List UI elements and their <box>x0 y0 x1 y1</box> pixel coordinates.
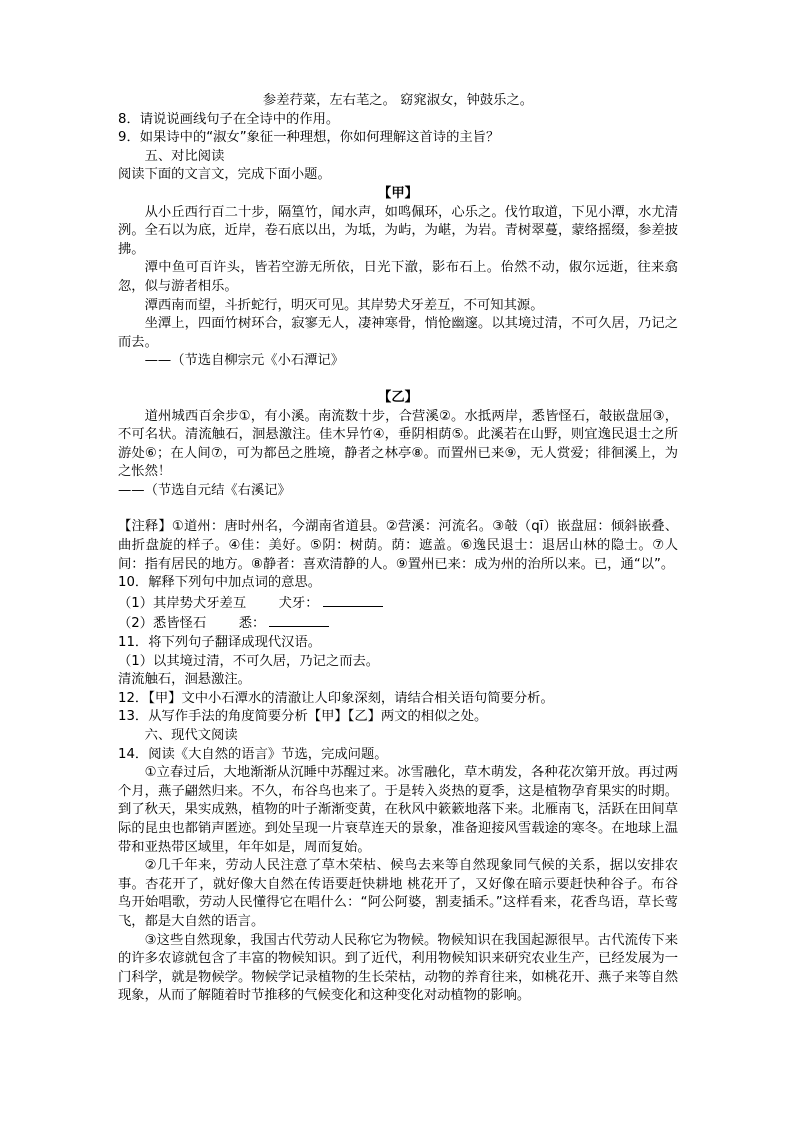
question-10-item-2 <box>118 613 678 634</box>
passage-jia-paragraph-1: 从小丘西行百二十步，隔篁竹，闻水声，如鸣佩环，心乐之。伐竹取道，下见小潭，水尤清洌。全石以为底，近岸，卷石底以出，为坻，为屿，为嵁，为岩。青树翠蔓，蒙络摇缀，参差披拂。 <box>118 204 678 257</box>
passage-yi-source: ——（节选自元结《右溪记》 <box>118 482 291 498</box>
passage-yi-paragraph: 道州城西百余步①，有小溪。南流数十步，合营溪②。水抵两岸，悉皆怪石，攲嵌盘屈③，不可名状。清流触石，洄悬激注。佳木异竹④，垂阴相荫⑤。此溪若在山野，则宜逸民退士之所游处⑥；在人间⑦，可为都邑之胜境，静者之林亭⑧。而置州已来⑨，无人赏爱；徘徊溪上，为之怅然！ <box>118 408 678 480</box>
passage-jia-paragraph-3: 潭西南而望，斗折蛇行，明灭可见。其岸势犬牙差互，不可知其源。 <box>144 297 544 313</box>
section-heading-5: 五、对比阅读 <box>144 148 225 164</box>
question-11-item-2: 清流触石，洄悬激注。 <box>118 672 251 688</box>
question-12: 12．【甲】文中小石潭水的清澈让人印象深刻，请结合相关语句简要分析。 <box>118 690 554 706</box>
question-8: 8．请说说画线句子在全诗中的作用。 <box>118 111 340 127</box>
question-9: 9．如果诗中的“淑女”象征一种理想，你如何理解这首诗的主旨？ <box>118 130 500 146</box>
answer-blank[interactable] <box>323 593 383 607</box>
modern-paragraph-2: ②几千年来，劳动人民注意了草木荣枯、候鸟去来等自然现象同气候的关系，据以安排农事。杏花开了，就好像大自然在传语要赶快耕地 桃花开了，又好像在暗示要赶快种谷子。布谷鸟开始唱歌，劳动人民懂得它在唱什么：“阿公阿婆，割麦插禾。”这样看来，花香鸟语，草长莺飞，都是大自然的语言。 <box>118 858 678 929</box>
question-13: 13．从写作手法的角度简要分析【甲】【乙】两文的相似之处。 <box>118 709 488 725</box>
question-10-item-1-text: （1）其岸势犬牙差互 <box>118 595 247 611</box>
passage-jia-paragraph-2: 潭中鱼可百许头，皆若空游无所依，日光下澈，影布石上。佁然不动，俶尔远逝，往来翕忽，似与游者相乐。 <box>118 260 678 294</box>
passage-jia-paragraph-4: 坐潭上，四面竹树环合，寂寥无人，凄神寒骨，悄怆幽邃。以其境过清，不可久居，乃记之而去。 <box>118 316 678 350</box>
question-10-item-2-text: （2）悉皆怪石 <box>118 616 207 632</box>
document-page <box>118 92 678 1006</box>
modern-paragraph-1: ①立春过后，大地渐渐从沉睡中苏醒过来。冰雪融化，草木萌发，各种花次第开放。再过两个月，燕子翩然归来。不久，布谷鸟也来了。于是转入炎热的夏季，这是植物孕育果实的时期。到了秋天，果实成熟，植物的叶子渐渐变黄，在秋风中簌簌地落下来。北雁南飞，活跃在田间草际的昆虫也都销声匿迹。到处呈现一片衰草连天的景象，准备迎接风雪载途的寒冬。在地球上温带和亚热带区域里，年年如是，周而复始。 <box>118 765 678 855</box>
question-10-item-2-label: 悉： <box>238 616 266 632</box>
passage-jia-source: ——（节选自柳宗元《小石潭记》 <box>144 353 345 369</box>
question-11: 11．将下列句子翻译成现代汉语。 <box>118 635 322 651</box>
question-10: 10．解释下列句中加点词的意思。 <box>118 575 322 591</box>
modern-paragraph-3: ③这些自然现象，我国古代劳动人民称它为物候。物候知识在我国起源很早。古代流传下来的许多农谚就包含了丰富的物候知识。到了近代，利用物候知识来研究农业生产，已经发展为一门科学，就是物候学。物候学记录植物的生长荣枯，动物的养育往来，如桃花开、燕子来等自然现象，从而了解随着时节推移的气候变化和这种变化对动植物的影响。 <box>118 932 678 1004</box>
annotation-notes: 【注释】①道州：唐时州名，今湖南省道县。②营溪：河流名。③攲（qī）嵌盘屈：倾斜嵌叠、曲折盘旋的样子。④佳：美好。⑤阴：树荫。荫：遮盖。⑥逸民退士：退居山林的隐士。⑦人间：指有居民的地方。⑧静者：喜欢清静的人。⑨置州已来：成为州的治所以来。已，通“以”。 <box>118 519 678 572</box>
answer-blank[interactable] <box>269 613 329 627</box>
question-10-item-1 <box>118 593 678 614</box>
question-10-item-1-label: 犬牙： <box>278 595 319 611</box>
passage-yi-title: 【乙】 <box>378 389 418 405</box>
instruction-text: 阅读下面的文言文，完成下面小题。 <box>118 167 331 183</box>
poem-line: 参差荇菜，左右芼之。 窈窕淑女，钟鼓乐之。 <box>262 93 534 108</box>
question-14: 14．阅读《大自然的语言》节选，完成问题。 <box>118 746 388 762</box>
passage-jia-title: 【甲】 <box>378 185 418 201</box>
question-11-item-1: （1）以其境过清，不可久居，乃记之而去。 <box>118 653 380 669</box>
section-heading-6: 六、现代文阅读 <box>144 728 238 743</box>
